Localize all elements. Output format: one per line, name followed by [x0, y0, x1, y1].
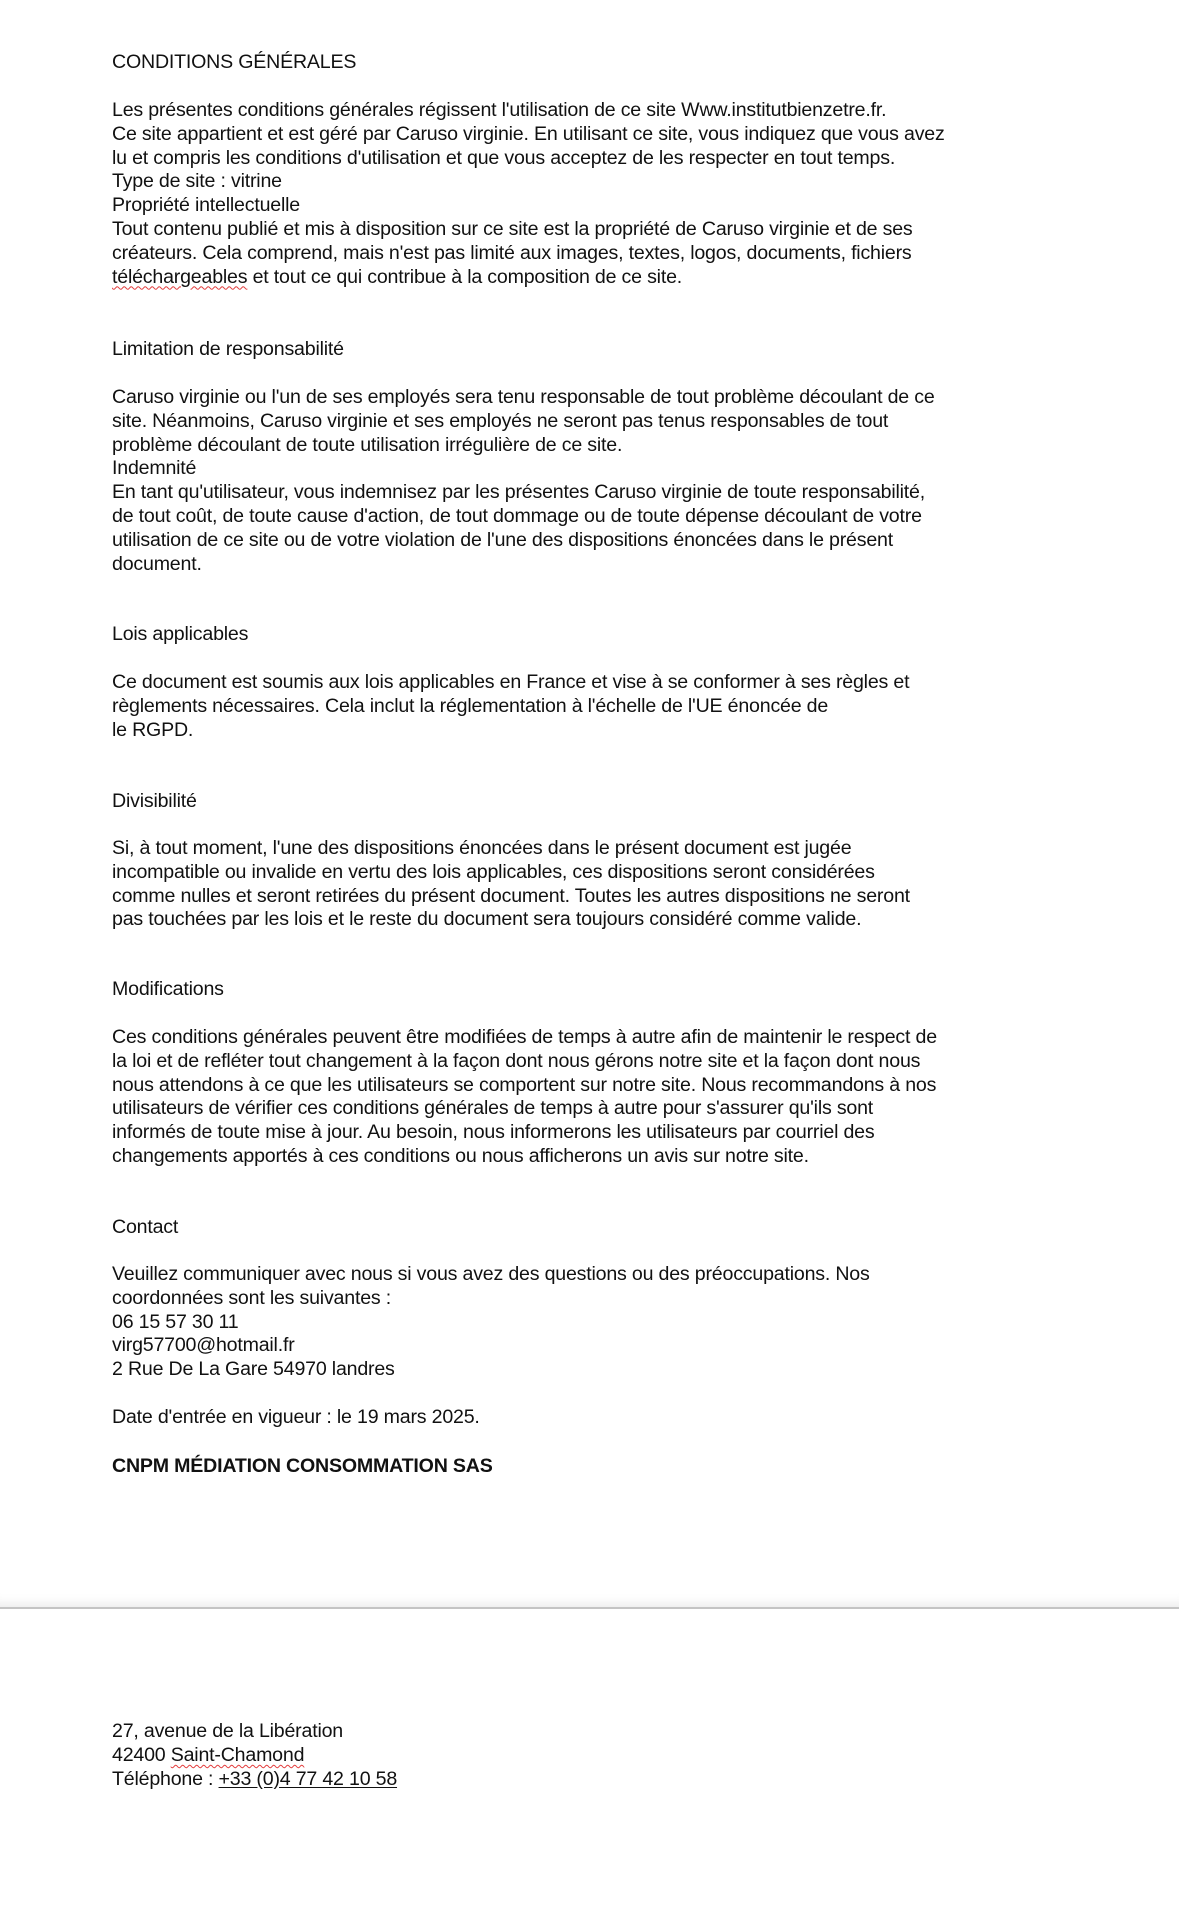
- footer-phone-label: Téléphone :: [112, 1767, 219, 1790]
- section-modifications-body: [112, 1026, 1072, 1169]
- mediator: [112, 1455, 1072, 1479]
- effective-date: [112, 1406, 1072, 1430]
- section-heading: Divisibilité: [112, 790, 197, 812]
- contact-email: virg57700@hotmail.fr: [112, 1334, 295, 1357]
- paragraph-line: informés de toute mise à jour. Au besoin, nous informerons les utilisateurs par courriel des: [112, 1121, 875, 1144]
- document-title: [112, 51, 1072, 75]
- section-severability: [112, 790, 1072, 814]
- paragraph-line: la loi et de refléter tout changement à la façon dont nous gérons notre site et la façon dont nous: [112, 1049, 921, 1072]
- site-type: Type de site : vitrine: [112, 170, 282, 193]
- paragraph-line: utilisation de ce site ou de votre violation de l'une des dispositions énoncées dans le présent: [112, 528, 893, 551]
- intro-line: Tout contenu publié et mis à disposition sur ce site est la propriété de Caruso virginie et de ses: [112, 217, 913, 240]
- effective-date-text: Date d'entrée en vigueur : le 19 mars 2025.: [112, 1406, 480, 1428]
- section-heading: Contact: [112, 1216, 179, 1238]
- paragraph-line: Si, à tout moment, l'une des dispositions énoncées dans le présent document est jugée: [112, 837, 852, 859]
- footer-phone-line: [112, 1768, 1072, 1792]
- section-contact-body: [112, 1263, 1072, 1382]
- section-contact: [112, 1216, 1072, 1240]
- intro-line: [112, 266, 1072, 290]
- paragraph-line: document.: [112, 552, 202, 575]
- footer-postcode: 42400: [112, 1743, 171, 1766]
- paragraph-line: Caruso virginie ou l'un de ses employés sera tenu responsable de tout problème découlant de ce: [112, 386, 935, 408]
- section-modifications: [112, 978, 1072, 1002]
- footer-city-line: [112, 1744, 1072, 1768]
- paragraph-line: problème découlant de toute utilisation irrégulière de ce site.: [112, 433, 623, 456]
- paragraph-line: de tout coût, de toute cause d'action, de tout dommage ou de toute dépense découlant de votre: [112, 504, 922, 527]
- section-heading: Lois applicables: [112, 623, 249, 645]
- paragraph-line: site. Néanmoins, Caruso virginie et ses employés ne seront pas tenus responsables de tout: [112, 409, 889, 432]
- footer-street: 27, avenue de la Libération: [112, 1720, 343, 1742]
- footer-phone-link[interactable]: +33 (0)4 77 42 10 58: [218, 1767, 398, 1790]
- footer-address: [112, 1720, 1072, 1791]
- intro-line: créateurs. Cela comprend, mais n'est pas limité aux images, textes, logos, documents, fichiers: [112, 241, 912, 264]
- section-applicable-law-body: [112, 671, 1072, 742]
- paragraph-line: changements apportés à ces conditions ou nous afficherons un avis sur notre site.: [112, 1144, 809, 1167]
- paragraph-line: utilisateurs de vérifier ces conditions générales de temps à autre pour s'assurer qu'ils sont: [112, 1097, 874, 1120]
- section-heading: Limitation de responsabilité: [112, 338, 344, 360]
- intro-line: lu et compris les conditions d'utilisation et que vous acceptez de les respecter en tout temps.: [112, 146, 896, 169]
- paragraph-line: comme nulles et seront retirées du présent document. Toutes les autres dispositions ne seront: [112, 884, 910, 907]
- document-page-2: [0, 1609, 1179, 1916]
- section-heading: Modifications: [112, 978, 224, 1000]
- paragraph-line: pas touchées par les lois et le reste du document sera toujours considéré comme valide.: [112, 908, 862, 931]
- paragraph-line: En tant qu'utilisateur, vous indemnisez par les présentes Caruso virginie de toute responsabilité,: [112, 481, 925, 504]
- intro-paragraph: [112, 99, 1072, 289]
- section-severability-body: [112, 837, 1072, 932]
- paragraph-line: incompatible ou invalide en vertu des lois applicables, ces dispositions seront considérées: [112, 860, 875, 883]
- intro-line-rest: et tout ce qui contribue à la composition de ce site.: [247, 265, 683, 288]
- paragraph-line: Ce document est soumis aux lois applicables en France et vise à se conformer à ses règles et: [112, 671, 910, 693]
- contact-phone: 06 15 57 30 11: [112, 1310, 239, 1333]
- mediator-text: CNPM MÉDIATION CONSOMMATION SAS: [112, 1455, 493, 1477]
- paragraph-line: nous attendons à ce que les utilisateurs se comportent sur notre site. Nous recommandons à nos: [112, 1073, 937, 1096]
- contact-address: 2 Rue De La Gare 54970 landres: [112, 1358, 395, 1381]
- title-text: CONDITIONS GÉNÉRALES: [112, 51, 357, 73]
- spellcheck-word[interactable]: téléchargeables: [112, 265, 248, 288]
- footer-city[interactable]: Saint-Chamond: [170, 1743, 305, 1766]
- section-applicable-law: [112, 623, 1072, 647]
- paragraph-line: coordonnées sont les suivantes :: [112, 1286, 391, 1309]
- paragraph-line: le RGPD.: [112, 718, 194, 741]
- paragraph-line: Veuillez communiquer avec nous si vous avez des questions ou des préoccupations. Nos: [112, 1263, 870, 1285]
- subheading-intellectual-property: Propriété intellectuelle: [112, 194, 300, 217]
- section-liability-body: [112, 386, 1072, 576]
- paragraph-line: Ces conditions générales peuvent être modifiées de temps à autre afin de maintenir le respect de: [112, 1026, 937, 1048]
- subheading-indemnity: Indemnité: [112, 457, 197, 480]
- intro-line: Les présentes conditions générales régissent l'utilisation de ce site Www.institutbienzetre.fr.: [112, 99, 887, 121]
- intro-line: Ce site appartient et est géré par Caruso virginie. En utilisant ce site, vous indiquez que vous avez: [112, 122, 945, 145]
- paragraph-line: règlements nécessaires. Cela inclut la réglementation à l'échelle de l'UE énoncée de: [112, 694, 829, 717]
- section-liability: [112, 338, 1072, 362]
